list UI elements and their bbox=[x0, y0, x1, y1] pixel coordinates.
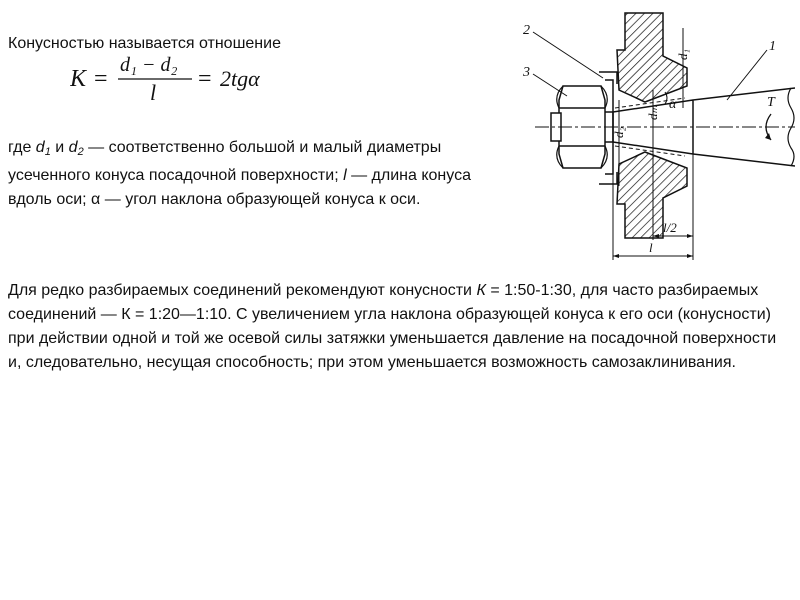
subscript-2: 2 bbox=[77, 146, 84, 158]
paragraph-lead: Для редко разбираемых соединений рекомендуют конусности bbox=[8, 282, 477, 299]
label-2: 2 bbox=[523, 23, 530, 38]
definition-lead: где bbox=[8, 139, 36, 156]
definition-diameters: — соответственно большой и малый диаметры усеченного конуса посадочной поверхности; bbox=[8, 139, 442, 184]
label-d1: d₁ bbox=[675, 48, 690, 60]
intro-text: Конусностью называется отношение bbox=[8, 35, 281, 52]
taper-formula bbox=[70, 52, 280, 104]
symbol-d2: d bbox=[68, 139, 78, 156]
label-d2: d₂ bbox=[611, 126, 626, 138]
formula-rhs: 2tgα bbox=[220, 66, 260, 91]
symbol-l: l bbox=[343, 167, 347, 184]
label-half-l: l/2 bbox=[663, 220, 677, 235]
label-3: 3 bbox=[523, 65, 530, 80]
formula-numerator: d₁ − d₂ bbox=[120, 54, 178, 76]
formula-lhs: K bbox=[70, 66, 87, 92]
recommendation-paragraph bbox=[8, 279, 783, 375]
cone-joint-drawing bbox=[505, 8, 795, 270]
label-l: l bbox=[649, 240, 653, 255]
label-alpha: α bbox=[669, 97, 677, 112]
definition-text bbox=[8, 136, 508, 212]
symbol-k: К bbox=[476, 282, 486, 299]
symbol-d1: d bbox=[35, 139, 45, 156]
formula-equals-2: = bbox=[198, 66, 212, 92]
label-dm: dₘ bbox=[645, 105, 660, 120]
subscript-1: 1 bbox=[44, 146, 51, 158]
formula-denominator: l bbox=[150, 80, 157, 104]
label-1: 1 bbox=[769, 39, 776, 54]
label-torque: T bbox=[767, 95, 775, 110]
definition-and: и bbox=[50, 139, 69, 156]
definition-length-angle: — длина конуса вдоль оси; α — угол наклона образующей конуса к оси. bbox=[8, 167, 471, 208]
formula-equals-1: = bbox=[94, 66, 108, 92]
paragraph-body: = 1:50-1:30, для часто разбираемых соединений — К = 1:20—1:10. С увеличением угла наклона образующей конуса к его оси (конусности) при действии одной и той же осевой силы затяжки уменьшается давление на посадочной поверхности и, следовательно, несущая способность; при этом уменьшается возможность самозаклинивания. bbox=[8, 282, 777, 371]
